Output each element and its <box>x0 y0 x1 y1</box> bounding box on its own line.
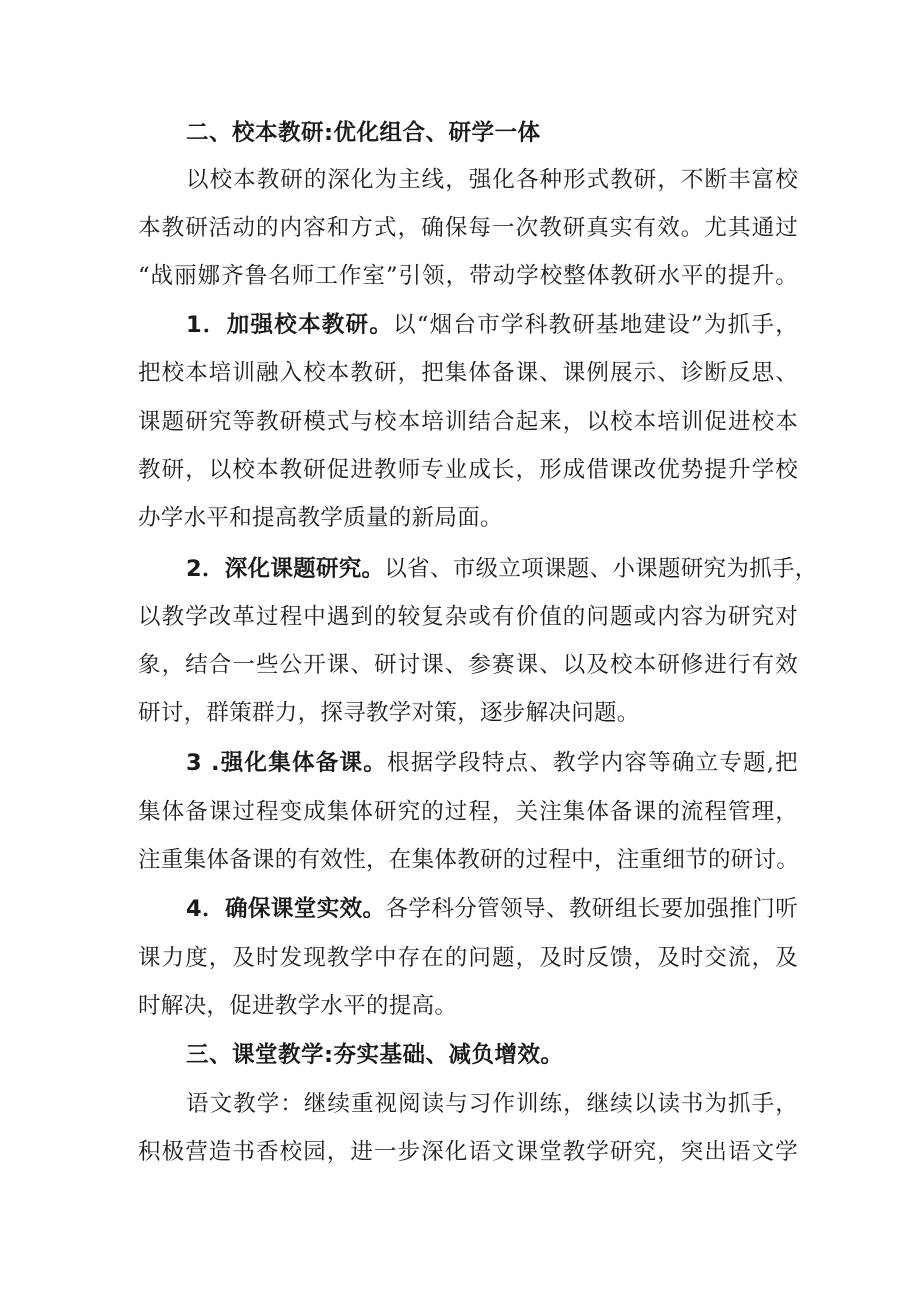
paragraph-line: “战丽娜齐鲁名师工作室”引领，带动学校整体教研水平的提升。 <box>138 263 798 289</box>
paragraph-line: 教研，以校本教研促进教师专业成长，形成借课改优势提升学校 <box>138 457 798 483</box>
list-item-title: 3 .强化集体备课。 <box>186 750 387 776</box>
list-item-text: 以省、市级立项课题、小课题研究为抓手， <box>384 556 818 582</box>
paragraph-line: 以校本教研的深化为主线，强化各种形式教研，不断丰富校 <box>186 167 798 193</box>
paragraph-line: 集体备课过程变成集体研究的过程，关注集体备课的流程管理， <box>138 799 798 825</box>
paragraph-line: 本教研活动的内容和方式，确保每一次教研真实有效。尤其通过 <box>138 215 798 241</box>
list-item-first-line <box>186 894 798 924</box>
paragraph-line: 时解决，促进教学水平的提高。 <box>138 993 458 1019</box>
paragraph-line: 语文教学：继续重视阅读与习作训练，继续以读书为抓手， <box>186 1091 798 1117</box>
section-heading: 三、课堂教学:夯实基础、减负增效。 <box>186 1042 564 1068</box>
list-item-title: 2．深化课题研究。 <box>186 556 385 582</box>
list-item-text: 根据学段特点、教学内容等确立专题,把 <box>386 750 798 776</box>
paragraph-line: 象，结合一些公开课、研讨课、参赛课、以及校本研修进行有效 <box>138 652 798 678</box>
list-item-text: 各学科分管领导、教研组长要加强推门听 <box>385 896 798 922</box>
paragraph-line: 以教学改革过程中遇到的较复杂或有价值的问题或内容为研究对 <box>138 604 798 630</box>
paragraph-line: 积极营造书香校园，进一步深化语文课堂教学研究，突出语文学 <box>138 1139 798 1165</box>
list-item-first-line <box>186 310 798 340</box>
paragraph-line: 课力度，及时发现教学中存在的问题，及时反馈，及时交流，及 <box>138 945 798 971</box>
list-item-first-line <box>186 554 818 584</box>
paragraph-line: 把校本培训融入校本教研，把集体备课、课例展示、诊断反思、 <box>138 360 798 386</box>
paragraph-line: 研讨，群策群力，探寻教学对策，逐步解决问题。 <box>138 700 640 726</box>
list-item-text: 以“烟台市学科教研基地建设”为抓手， <box>393 312 798 338</box>
list-item-title: 1．加强校本教研。 <box>186 312 394 338</box>
paragraph-line: 办学水平和提高教学质量的新局面。 <box>138 505 503 531</box>
paragraph-line: 注重集体备课的有效性，在集体教研的过程中，注重细节的研讨。 <box>138 847 800 873</box>
paragraph-line: 课题研究等教研模式与校本培训结合起来，以校本培训促进校本 <box>138 409 798 435</box>
list-item-first-line <box>186 748 798 778</box>
list-item-title: 4．确保课堂实效。 <box>186 896 386 922</box>
section-heading: 二、校本教研:优化组合、研学一体 <box>186 120 541 146</box>
